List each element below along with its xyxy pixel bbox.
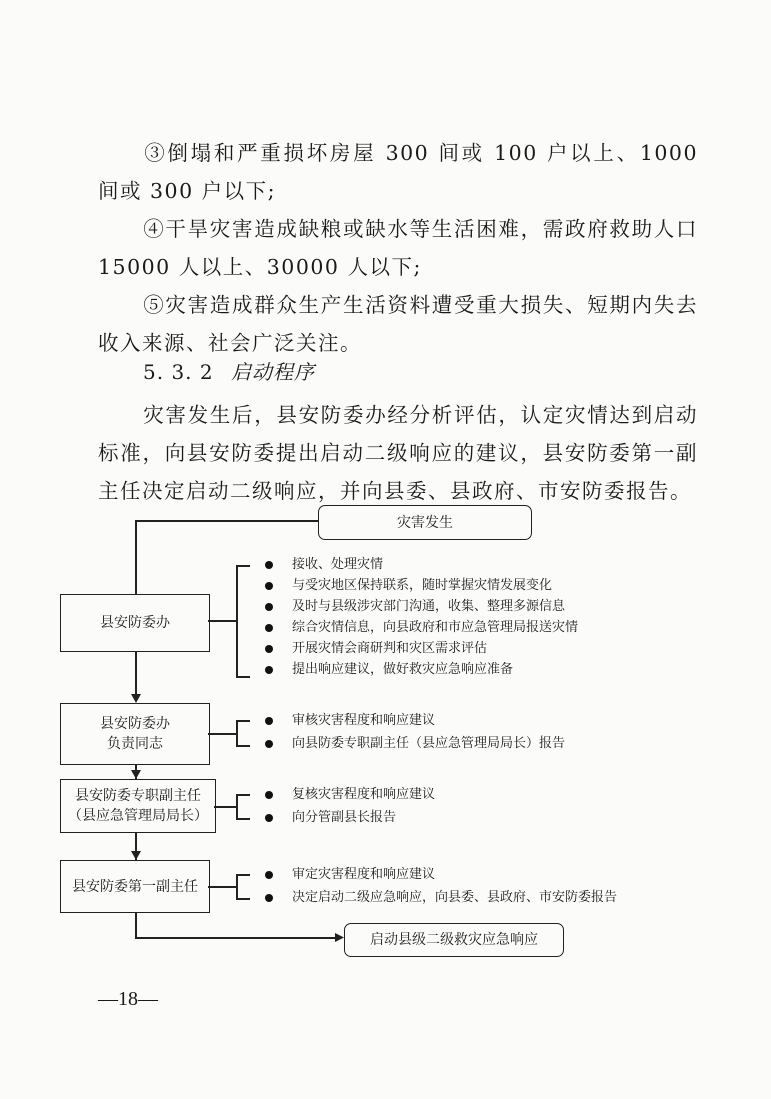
- connector-start-vertical: [135, 520, 137, 594]
- bracket-3-spine: [236, 794, 238, 819]
- list-item: 提出响应建议，做好救灾应急响应准备: [265, 659, 578, 680]
- bracket-3-stem: [214, 806, 236, 808]
- list-item: 开展灾情会商研判和灾区需求评估: [265, 638, 578, 659]
- flow-step-4-box: [60, 860, 210, 913]
- flow-start-label: 灾害发生: [397, 514, 453, 531]
- bracket-1-stem: [208, 620, 236, 622]
- bracket-4-stem: [208, 886, 236, 888]
- connector-3-4: [135, 832, 137, 860]
- flow-start-box: [318, 505, 532, 540]
- flow-step-4-label: 县安防委第一副主任: [72, 878, 198, 895]
- procedure-paragraph: 灾害发生后，县安防委办经分析评估，认定灾情达到启动标准，向县安防委提出启动二级响应的建议，县安防委第一副主任决定启动二级响应，并向县委、县政府、市安防委报告。: [98, 403, 698, 503]
- flow-end-box: [344, 923, 564, 957]
- flow-step-3-label-line-2: （县应急管理局局长）: [68, 808, 208, 824]
- flow-step-2-list: [265, 709, 565, 755]
- connector-1-2: [135, 652, 137, 694]
- flow-step-3-list: [265, 783, 435, 829]
- flow-step-1-list: [265, 554, 578, 680]
- bracket-4-tick-bottom: [236, 898, 250, 900]
- bracket-2-spine: [236, 720, 238, 746]
- bracket-1-tick-top: [236, 565, 250, 567]
- paragraph-item-5: ⑤灾害造成群众生产生活资料遭受重大损失、短期内失去收入来源、社会广泛关注。: [98, 293, 698, 355]
- connector-start-horizontal: [135, 520, 318, 522]
- section-number: 5. 3. 2: [143, 360, 214, 384]
- flow-end-label: 启动县级二级救灾应急响应: [370, 932, 538, 948]
- connector-4-end-vertical: [135, 913, 137, 938]
- connector-4-end-horizontal: [135, 937, 335, 939]
- list-item: 决定启动二级应急响应，向县委、县政府、市安防委报告: [265, 886, 617, 909]
- bracket-1-tick-bottom: [236, 676, 250, 678]
- bracket-2-tick-bottom: [236, 745, 250, 747]
- bracket-3-tick-top: [236, 794, 250, 796]
- flow-step-3-box: [60, 779, 216, 833]
- list-item: 审定灾害程度和响应建议: [265, 863, 617, 886]
- flow-step-3-label-line-1: 县安防委专职副主任: [75, 788, 201, 804]
- flow-step-1-box: [60, 594, 210, 652]
- list-item: 复核灾害程度和响应建议: [265, 783, 435, 806]
- list-item: 向分管副县长报告: [265, 806, 435, 829]
- flow-step-2-box: [60, 703, 210, 765]
- list-item: 与受灾地区保持联系，随时掌握灾情发展变化: [265, 575, 578, 596]
- list-item: 及时与县级涉灾部门沟通，收集、整理多源信息: [265, 596, 578, 617]
- paragraph-item-4: ④干旱灾害造成缺粮或缺水等生活困难，需政府救助人口 15000 人以上、30000 人以下;: [98, 217, 698, 279]
- section-title: 启动程序: [230, 360, 315, 384]
- bracket-4-spine: [236, 874, 238, 899]
- flow-step-1-label: 县安防委办: [100, 615, 170, 631]
- paragraph-item-3: ③倒塌和严重损坏房屋 300 间或 100 户以上、1000 间或 300 户以下;: [98, 141, 698, 203]
- list-item: 向县防委专职副主任（县应急管理局局长）报告: [265, 732, 565, 755]
- section-heading: [143, 356, 315, 388]
- flow-step-2-label-line-1: 县安防委办: [100, 716, 170, 732]
- flow-step-4-list: [265, 863, 617, 909]
- bracket-3-tick-bottom: [236, 818, 250, 820]
- page-number: —18—: [98, 988, 158, 1010]
- bracket-2-tick-top: [236, 720, 250, 722]
- bracket-4-tick-top: [236, 874, 250, 876]
- list-item: 接收、处理灾情: [265, 554, 578, 575]
- bracket-1-spine: [236, 565, 238, 677]
- arrow-down-icon: [131, 694, 141, 703]
- arrow-right-icon: [335, 933, 344, 942]
- bracket-2-stem: [208, 733, 236, 735]
- list-item: 综合灾情信息，向县政府和市应急管理局报送灾情: [265, 617, 578, 638]
- list-item: 审核灾害程度和响应建议: [265, 709, 565, 732]
- flow-step-2-label-line-2: 负责同志: [107, 736, 163, 752]
